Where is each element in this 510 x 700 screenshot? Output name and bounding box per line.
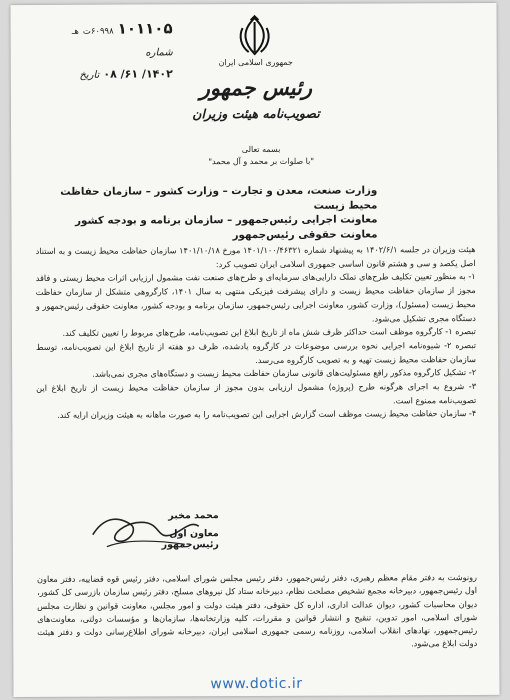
number-label-row	[23, 42, 173, 64]
letter-number: ۱۰۱۱۰۵	[117, 19, 173, 38]
letter-number-block	[23, 18, 173, 86]
signature-block	[109, 506, 219, 558]
addressees	[47, 183, 377, 242]
article-3: ۳- شروع به اجرای هرگونه طرح (پروژه) مشمول ارزیابی بدون مجوز از سازمان حفاظت محیط زیست از تاریخ ابلاغ این تصویب‌نامه ممنوع است.	[36, 381, 477, 406]
decree-sheet	[10, 3, 499, 697]
addressee-line: معاونت اجرایی رئیس‌جمهور – سازمان برنامه و بودجه کشور	[75, 213, 378, 227]
basmala-line-1: بسمه تعالی	[241, 144, 281, 155]
number-suffix: هـ	[71, 26, 79, 37]
addressee-line: معاونت حقوقی رئیس‌جمهور	[232, 227, 378, 241]
number-row	[23, 18, 173, 43]
preamble: هیئت وزیران در جلسه ۱۴۰۲/۶/۱ به پیشنهاد شماره ۱۴۰۱/۱۰۰/۴۶۳۲۱ مورخ ۱۴۰۱/۱۰/۱۸ سازمان حفاظت محیط زیست و به استناد اصل یکصد و سی و هشتم قانون اساسی جمهوری اسلامی ایران تصویب کرد:	[35, 244, 476, 269]
basmala	[131, 143, 391, 168]
president-title: رئیس جمهور	[199, 74, 313, 101]
number-prefix: ۶۰۹۹۸ت	[82, 26, 114, 37]
note-2: تبصره ۲- شیوه‌نامه اجرایی نحوه بررسی موضوعات در کارگروه یادشده، ظرف دو هفته از تاریخ ابلاغ این تصویب‌نامه، توسط سازمان حفاظت محیط زیست تهیه و به تصویب کارگروه می‌رسد.	[35, 339, 477, 365]
emblem-icon	[235, 14, 275, 58]
basmala-line-2: "با صلوات بر محمد و آل محمد"	[208, 156, 315, 167]
date-value: ۱۴۰۲/ ۶۱/ ۰۸	[103, 67, 173, 81]
article-1: ۱- به منظور تعیین تکلیف طرح‌های تملک دارایی‌های سرمایه‌ای و طرح‌های صنعت نفت مشمول ارزیابی اثرات محیط زیستی و فاقد مجوز از سازمان حفاظت محیط زیست و دارای پیشرفت فیزیکی منتهی به سال ۱۴۰۱، کارگروهی متشکل از سازمان حفاظت محیط زیست (مسئول)، وزارت کشور، معاونت اجرایی رئیس‌جمهور، سازمان برنامه و بودجه کشور، معاونت حقوقی رئیس‌جمهور و دستگاه مجری تشکیل می‌شود.	[35, 271, 476, 324]
letterhead	[161, 58, 351, 122]
republic-title: جمهوری اسلامی ایران	[218, 57, 293, 68]
note-1: تبصره ۱- کارگروه موظف است حداکثر ظرف شش ماه از تاریخ ابلاغ این تصویب‌نامه، طرح‌های مربوط را تعیین تکلیف کند.	[62, 326, 476, 339]
addressee-line: وزارت صنعت، معدن و تجارت – وزارت کشور – سازمان حفاظت محیط زیست	[60, 184, 378, 212]
article-4: ۴- سازمان حفاظت محیط زیست موظف است گزارش اجرایی این تصویب‌نامه را به صورت ماهانه به هیئت وزیران ارایه کند.	[57, 408, 477, 421]
carbon-copy-list: رونوشت به دفتر مقام معظم رهبری، دفتر رئیس‌جمهور، دفتر رئیس مجلس شورای اسلامی، دفتر رئیس قوه قضاییه، دفتر معاون اول رئیس‌جمهور، دبیرخانه مجمع تشخیص مصلحت نظام، دبیرخانه ستاد کل نیروهای مسلح، دفتر رئیس سازمان بازرسی کل کشور، دیوان محاسبات کشور، دیوان عدالت اداری، اداره کل حقوقی، دفتر هیئت دولت و امور مجلس، معاونت قوانین و نظارت مجلس شورای اسلامی، امور تدوین، تنقیح و انتشار قوانین و مقررات، کلیه وزارتخانه‌ها، سازمان‌ها و مؤسسات دولتی، معاونت‌های رئیس‌جمهور، نهادهای انقلاب اسلامی، روزنامه رسمی جمهوری اسلامی ایران، دبیرخانه شورای اطلاع‌رسانی دولت و دفتر هیئت دولت ابلاغ می‌شود.	[36, 572, 478, 649]
signatory-role: معاون اول رئیس‌جمهور	[161, 528, 219, 551]
source-url[interactable]: www.dotic.ir	[210, 675, 303, 693]
number-label: شماره	[145, 47, 173, 59]
date-label: تاریخ	[79, 69, 100, 81]
signatory-name: محمد مخبر	[168, 510, 219, 522]
cabinet-title: تصویب‌نامه هیئت وزیران	[192, 105, 320, 122]
date-row	[23, 63, 173, 86]
article-2: ۲- تشکیل کارگروه مذکور رافع مسئولیت‌های قانونی سازمان حفاظت محیط زیست و دستگاه‌های مجری نمی‌باشد.	[92, 367, 477, 380]
decree-body	[36, 243, 477, 423]
